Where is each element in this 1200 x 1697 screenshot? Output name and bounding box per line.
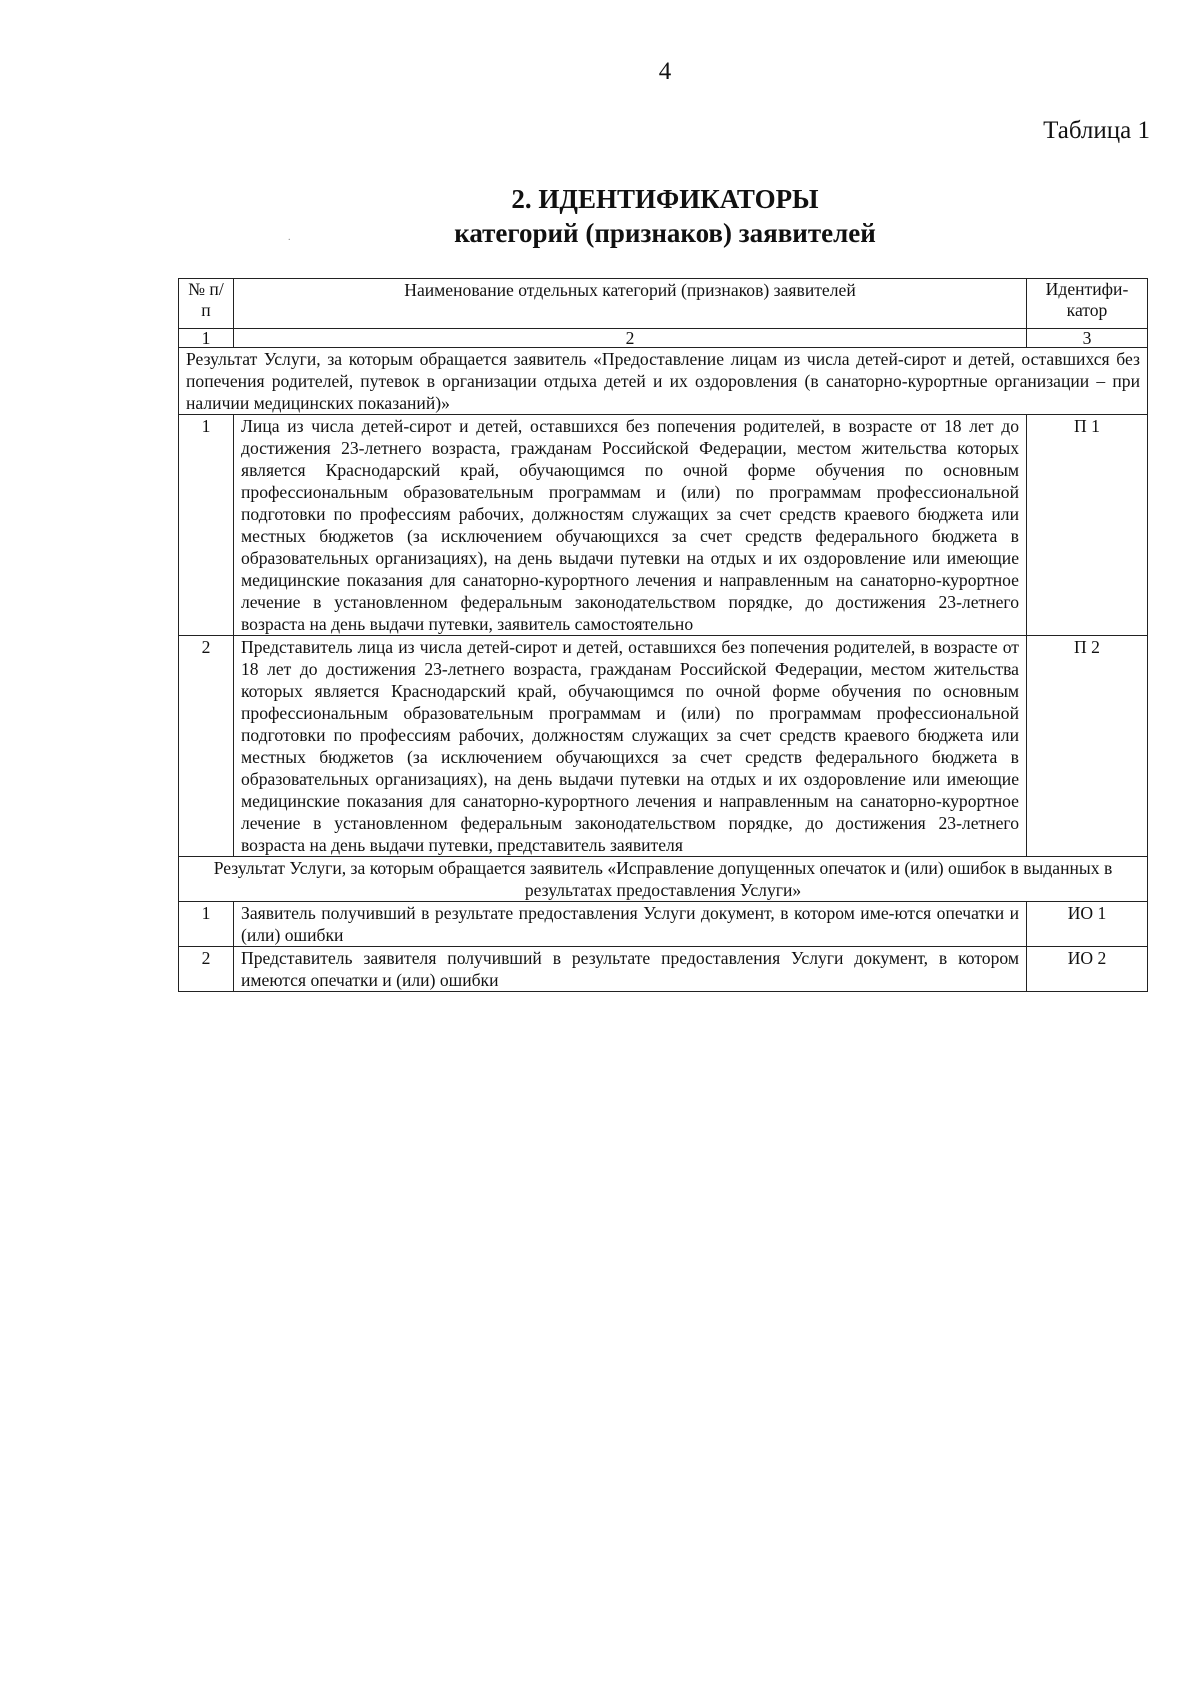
row-text: Заявитель получивший в результате предоставления Услуги документ, в котором име-ются опечатки и (или) ошибки [234, 902, 1027, 947]
row-num: 1 [179, 902, 234, 947]
row-text: Представитель заявителя получивший в результате предоставления Услуги документ, в котором имеются опечатки и (или) ошибки [234, 947, 1027, 992]
document-title [0, 182, 1200, 250]
header-id: Идентифи-катор [1027, 279, 1148, 329]
scan-speck: . [288, 232, 291, 243]
row-id: ИО 2 [1027, 947, 1148, 992]
column-index-1: 1 [179, 329, 234, 348]
section-row [179, 348, 1148, 415]
row-id: П 1 [1027, 415, 1148, 636]
title-line-2: категорий (признаков) заявителей [454, 218, 876, 248]
table-row [179, 947, 1148, 992]
row-num: 2 [179, 947, 234, 992]
section-title: Результат Услуги, за которым обращается заявитель «Предоставление лицам из числа детей-сирот и детей, оставшихся без попечения родителей, путевок в организации отдыха детей и их оздоровления (в санаторно-курортные организации – при наличии медицинских показаний)» [179, 348, 1148, 415]
row-text: Лица из числа детей-сирот и детей, оставшихся без попечения родителей, в возрасте от 18 лет до достижения 23-летнего возраста, гражданам Российской Федерации, местом жительства которых является Краснодарский край, обучающимся по очной форме обучения по основным профессиональным образовательным программам и (или) по программам профессиональной подготовки по профессиям рабочих, должностям служащих за счет средств краевого бюджета или местных бюджетов (за исключением обучающихся за счет средств федерального бюджета в образовательных организациях), на день выдачи путевки на отдых и их оздоровление или имеющие медицинские показания для санаторно-курортного лечения и направленным на санаторно-курортное лечение в установленном федеральным законодательством порядке, до достижения 23-летнего возраста на день выдачи путевки, заявитель самостоятельно [234, 415, 1027, 636]
header-name: Наименование отдельных категорий (признаков) заявителей [234, 279, 1027, 329]
section-row [179, 857, 1148, 902]
row-id: ИО 1 [1027, 902, 1148, 947]
row-id: П 2 [1027, 636, 1148, 857]
row-num: 1 [179, 415, 234, 636]
table-row [179, 636, 1148, 857]
header-num: № п/п [179, 279, 234, 329]
table-row [179, 415, 1148, 636]
table-row [179, 902, 1148, 947]
row-text: Представитель лица из числа детей-сирот и детей, оставшихся без попечения родителей, в возрасте от 18 лет до достижения 23-летнего возраста, гражданам Российской Федерации, местом жительства которых является Краснодарский край, обучающимся по очной форме обучения по основным профессиональным образовательным программам и (или) по программам профессиональной подготовки по профессиям рабочих, должностям служащих за счет средств краевого бюджета или местных бюджетов (за исключением обучающихся за счет средств федерального бюджета в образовательных организациях), на день выдачи путевки на отдых и их оздоровление или имеющие медицинские показания для санаторно-курортного лечения и направленным на санаторно-курортное лечение в установленном федеральным законодательством порядке, до достижения 23-летнего возраста на день выдачи путевки, представитель заявителя [234, 636, 1027, 857]
table-label: Таблица 1 [1043, 117, 1150, 144]
identifiers-table [178, 278, 1148, 992]
column-index-2: 2 [234, 329, 1027, 348]
table-header-row [179, 279, 1148, 329]
column-index-3: 3 [1027, 329, 1148, 348]
row-num: 2 [179, 636, 234, 857]
column-index-row [179, 329, 1148, 348]
title-line-1: 2. ИДЕНТИФИКАТОРЫ [511, 184, 819, 214]
section-title: Результат Услуги, за которым обращается заявитель «Исправление допущенных опечаток и (или) ошибок в выданных в результатах предоставления Услуги» [179, 857, 1148, 902]
page-number: 4 [658, 58, 672, 85]
